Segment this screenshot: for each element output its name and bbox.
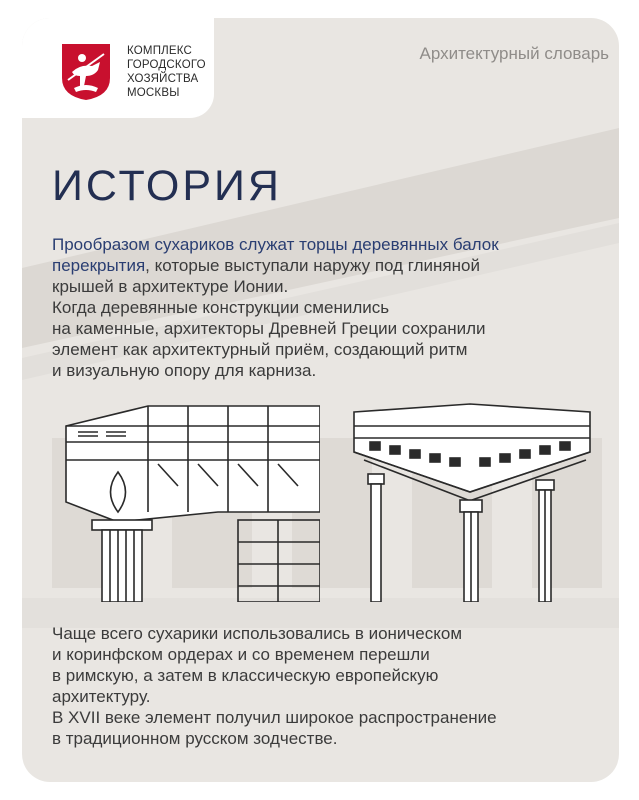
text-line: архитектуру. [52,687,151,706]
text-line: в римскую, а затем в классическую европейскую [52,666,439,685]
text-line: и коринфском ордерах и со временем перешли [52,645,430,664]
intro-paragraph [52,234,592,381]
moscow-coat-of-arms-icon [60,42,112,102]
ionic-entablature-drawing [58,402,320,602]
logo-line: КОМПЛЕКС [127,45,193,57]
logo-line: ГОРОДСКОГО [127,59,206,71]
text-line: , которые выступали наружу под глиняной [145,256,480,275]
logo-line: ХОЗЯЙСТВА [127,73,199,85]
text-line: на каменные, архитекторы Древней Греции сохранили [52,319,486,338]
text-line: крышей в архитектуре Ионии. [52,277,289,296]
text-line: и визуальную опору для карниза. [52,361,317,380]
text-line: Чаще всего сухарики использовались в ионическом [52,624,463,643]
logo-block [22,18,214,118]
dentil-cornice-drawing [350,402,600,602]
text-line: Когда деревянные конструкции сменились [52,298,390,317]
highlight-line: перекрытия [52,256,146,275]
text-line: элемент как архитектурный приём, создающий ритм [52,340,468,359]
outro-paragraph [52,623,592,749]
page-title: ИСТОРИЯ [52,162,282,210]
highlight-line: Прообразом сухариков служат торцы деревянных балок [52,235,499,254]
section-label: Архитектурный словарь [419,44,609,63]
logo-line: МОСКВЫ [127,87,180,99]
text-line: В XVII веке элемент получил широкое распространение [52,708,497,727]
logo-text [127,44,206,100]
text-line: в традиционном русском зодчестве. [52,729,338,748]
